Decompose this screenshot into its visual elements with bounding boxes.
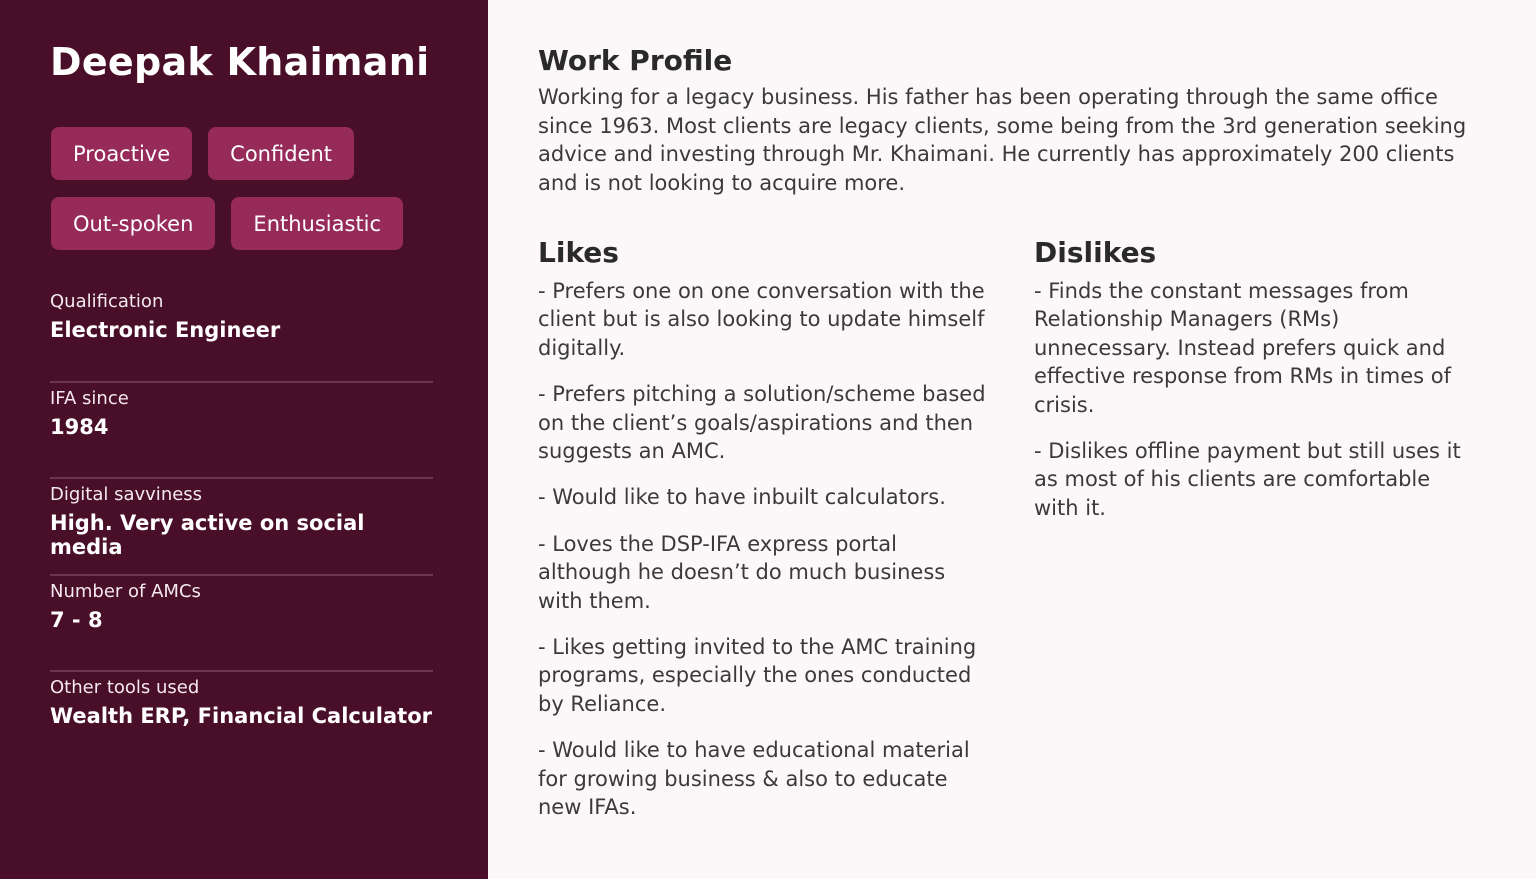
likes-heading: Likes bbox=[538, 236, 619, 269]
fact-label: Digital savviness bbox=[50, 484, 203, 505]
likes-item: - Prefers pitching a solution/scheme based on the client’s goals/aspirations and then suggests an AMC. bbox=[538, 382, 986, 464]
fact-qualification bbox=[50, 286, 433, 383]
trait-row bbox=[51, 197, 451, 250]
work-profile-heading: Work Profile bbox=[538, 44, 733, 77]
fact-other-tools bbox=[50, 672, 433, 769]
likes-item: - Prefers one on one conversation with the client but is also looking to update himself digitally. bbox=[538, 279, 985, 360]
profile-details bbox=[488, 0, 1536, 879]
fact-value: 7 - 8 bbox=[50, 607, 103, 632]
trait-tag: Confident bbox=[208, 127, 354, 180]
work-profile-section bbox=[538, 44, 1478, 197]
fact-digital-savviness bbox=[50, 479, 433, 576]
dislikes-heading: Dislikes bbox=[1034, 236, 1157, 269]
trait-row bbox=[51, 127, 451, 180]
fact-value: 1984 bbox=[50, 414, 109, 439]
profile-facts bbox=[50, 286, 433, 769]
likes-item: - Likes getting invited to the AMC training programs, especially the ones conducted by Reliance. bbox=[538, 635, 977, 716]
trait-tag: Proactive bbox=[51, 127, 192, 180]
persona-name: Deepak Khaimani bbox=[50, 40, 430, 84]
fact-label: Number of AMCs bbox=[50, 580, 201, 602]
fact-label: Qualification bbox=[50, 291, 164, 312]
likes-item: - Would like to have inbuilt calculators. bbox=[538, 485, 946, 510]
dislikes-item: - Finds the constant messages from Relationship Managers (RMs) unnecessary. Instead prefers quick and effective response from RMs in times of crisis. bbox=[1034, 279, 1451, 417]
fact-value: Electronic Engineer bbox=[50, 318, 281, 342]
fact-ifa-since bbox=[50, 383, 433, 480]
likes-item: - Would like to have educational material for growing business & also to educate new IFAs. bbox=[538, 738, 970, 820]
likes-item: - Loves the DSP-IFA express portal although he doesn’t do much business with them. bbox=[538, 531, 946, 613]
work-profile-text: Working for a legacy business. His father has been operating through the same office since 1963. Most clients are legacy clients, some being from the 3rd generation seeking advice and investing through Mr. Khaimani. He currently has approximately 200 clients and is not looking to acquire more. bbox=[538, 85, 1467, 195]
trait-tag: Out-spoken bbox=[51, 197, 215, 250]
fact-value: High. Very active on social media bbox=[50, 511, 365, 559]
dislikes-section bbox=[1034, 236, 1474, 540]
fact-label: IFA since bbox=[50, 387, 129, 409]
fact-number-of-amcs bbox=[50, 576, 433, 673]
fact-value: Wealth ERP, Financial Calculator bbox=[50, 704, 432, 728]
profile-sidebar bbox=[0, 0, 488, 879]
trait-tag: Enthusiastic bbox=[231, 197, 403, 250]
trait-tags bbox=[51, 127, 451, 267]
likes-section bbox=[538, 236, 988, 840]
fact-label: Other tools used bbox=[50, 677, 200, 698]
dislikes-item: - Dislikes offline payment but still uses it as most of his clients are comfortable with it. bbox=[1034, 439, 1461, 520]
